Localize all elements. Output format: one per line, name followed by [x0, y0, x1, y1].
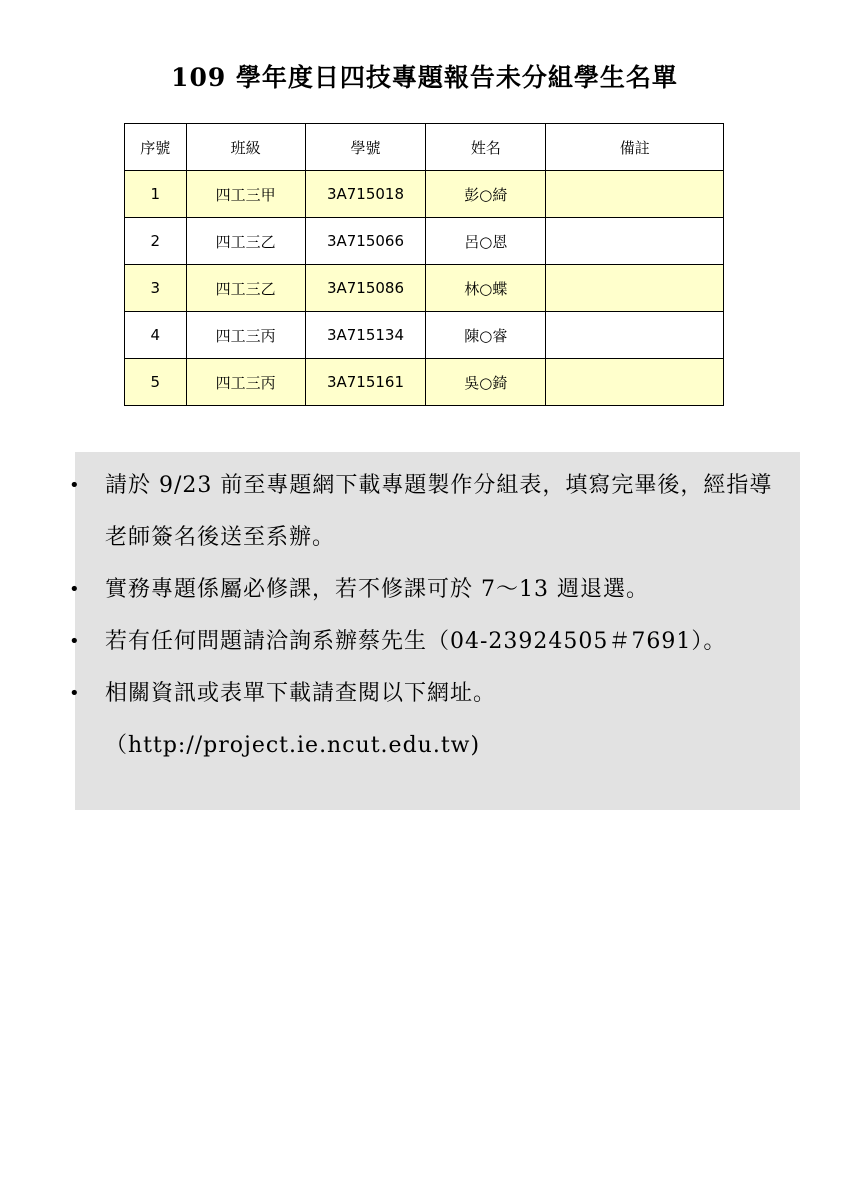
note-text: 請於 9/23 前至專題網下載專題製作分組表，填寫完畢後，經指導老師簽名後送至系辦。 [105, 473, 773, 550]
cell-seq: 5 [125, 359, 187, 406]
note-text: 若有任何問題請洽詢系辦蔡先生（04-23924505＃7691）。 [105, 629, 727, 654]
cell-class: 四工三乙 [186, 218, 305, 265]
bullet-icon: • [69, 683, 81, 704]
cell-note [546, 171, 724, 218]
cell-seq: 2 [125, 218, 187, 265]
cell-note [546, 265, 724, 312]
page-title: 109 學年度日四技專題報告未分組學生名單 [171, 63, 678, 92]
student-table [124, 123, 724, 406]
cell-name: 呂○恩 [426, 218, 546, 265]
header-class: 班級 [186, 124, 305, 171]
cell-student-id: 3A715018 [305, 171, 426, 218]
note-item [69, 616, 780, 668]
cell-student-id: 3A715161 [305, 359, 426, 406]
bullet-icon: • [69, 475, 81, 496]
cell-seq: 4 [125, 312, 187, 359]
header-student-id: 學號 [305, 124, 426, 171]
table-row [125, 265, 724, 312]
table-row [125, 218, 724, 265]
cell-class: 四工三乙 [186, 265, 305, 312]
note-text: 相關資訊或表單下載請查閱以下網址。（http://project.ie.ncut.edu.tw) [105, 681, 497, 758]
cell-seq: 1 [125, 171, 187, 218]
notes-list [69, 460, 780, 772]
table-row [125, 312, 724, 359]
note-item [69, 668, 780, 772]
header-seq: 序號 [125, 124, 187, 171]
cell-student-id: 3A715134 [305, 312, 426, 359]
table-row [125, 171, 724, 218]
cell-student-id: 3A715066 [305, 218, 426, 265]
note-item [69, 460, 780, 564]
cell-note [546, 312, 724, 359]
bullet-icon: • [69, 631, 81, 652]
cell-name: 彭○綺 [426, 171, 546, 218]
cell-name: 陳○睿 [426, 312, 546, 359]
bullet-icon: • [69, 579, 81, 600]
note-text: 實務專題係屬必修課，若不修課可於 7～13 週退選。 [105, 577, 649, 602]
cell-student-id: 3A715086 [305, 265, 426, 312]
header-note: 備註 [546, 124, 724, 171]
cell-note [546, 359, 724, 406]
header-name: 姓名 [426, 124, 546, 171]
cell-seq: 3 [125, 265, 187, 312]
cell-note [546, 218, 724, 265]
table-header-row [125, 124, 724, 171]
notes-box [69, 452, 800, 810]
cell-class: 四工三甲 [186, 171, 305, 218]
cell-class: 四工三丙 [186, 312, 305, 359]
table-row [125, 359, 724, 406]
cell-name: 林○蝶 [426, 265, 546, 312]
cell-class: 四工三丙 [186, 359, 305, 406]
cell-name: 吳○錡 [426, 359, 546, 406]
note-item [69, 564, 780, 616]
